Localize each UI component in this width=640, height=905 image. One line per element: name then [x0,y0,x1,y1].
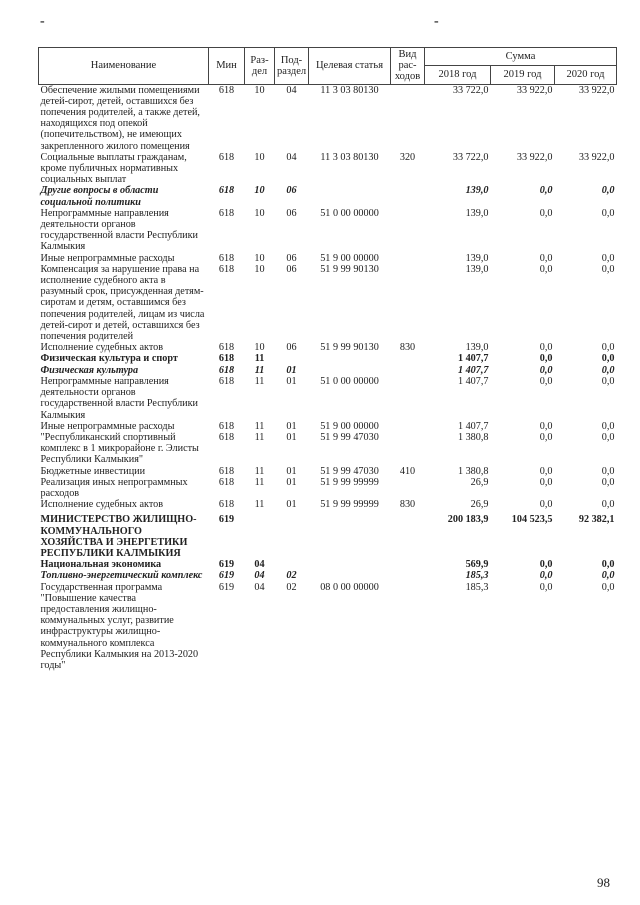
row-target-code: 11 3 03 80130 [320,151,379,163]
row-sum-2019: 0,0 [539,375,553,387]
row-name: Другие вопросы в области социальной политики [40,185,159,208]
budget-table [38,47,617,671]
row-razdel: 11 [254,499,265,511]
table-row [39,353,617,364]
col-sum-header: Сумма [425,48,617,66]
row-name: Иные непрограммные расходы [40,420,175,432]
row-podrazdel: 02 [286,570,297,582]
row-podrazdel: 04 [286,151,297,163]
row-min: 618 [218,353,235,365]
table-row [39,264,617,342]
row-target-code [309,185,391,207]
row-podrazdel [275,510,309,559]
row-vid: 830 [399,499,416,511]
row-podrazdel: 06 [286,263,297,275]
row-sum-2018: 200 183,9 [447,514,489,526]
table-row [39,185,617,207]
row-vid [391,208,425,253]
row-sum-2020: 33 922,0 [578,151,615,163]
row-name: Исполнение судебных актов [40,342,164,354]
col-2020-header: 2020 год [555,66,617,84]
row-name: Физическая культура и спорт [40,353,178,365]
row-sum-2020: 0,0 [601,431,615,443]
row-sum-2018: 1 407,7 [457,364,489,376]
row-vid [391,185,425,207]
row-target-code: 51 9 99 99999 [320,499,379,511]
row-sum-2020: 0,0 [601,581,615,593]
row-razdel: 10 [254,84,265,96]
row-vid [391,559,425,570]
col-target-header: Целевая статья [309,48,391,85]
row-min: 618 [218,375,235,387]
row-sum-2018: 139,0 [465,252,489,264]
row-target-code [309,570,391,581]
row-target-code: 51 9 99 47030 [320,465,379,477]
row-sum-2018: 33 722,0 [452,151,489,163]
table-row [39,376,617,421]
row-target-code: 51 9 00 00000 [320,420,379,432]
row-razdel: 11 [254,364,265,376]
row-vid: 320 [399,151,416,163]
row-sum-2019: 0,0 [539,581,553,593]
row-podrazdel: 04 [286,84,297,96]
row-min: 618 [218,465,235,477]
table-row [39,365,617,376]
row-target-code: 51 9 99 99999 [320,476,379,488]
row-name: Физическая культура [40,364,139,376]
row-vid [391,570,425,581]
row-target-code: 51 9 99 90130 [320,342,379,354]
table-row [39,421,617,432]
row-sum-2020: 0,0 [601,263,615,275]
row-min: 619 [218,559,235,571]
row-vid [391,582,425,672]
row-name: Непрограммные направления деятельности органов государственной власти Республики Калмыкия [40,207,199,253]
row-podrazdel: 01 [286,465,297,477]
row-sum-2018: 1 407,7 [457,420,489,432]
row-sum-2020: 0,0 [601,570,615,582]
row-name: МИНИСТЕРСТВО ЖИЛИЩНО-КОММУНАЛЬНОГО ХОЗЯЙСТВА И ЭНЕРГЕТИКИ РЕСПУБЛИКИ КАЛМЫКИЯ [40,514,197,559]
row-name: Исполнение судебных актов [40,499,164,511]
table-row [39,559,617,570]
row-razdel: 11 [254,476,265,488]
row-sum-2020: 0,0 [601,207,615,219]
scan-mark-left: - [40,14,45,29]
col-min-header: Мин [209,48,245,85]
row-sum-2020: 0,0 [601,559,615,571]
row-razdel: 10 [254,151,265,163]
row-sum-2019: 33 922,0 [516,84,553,96]
row-podrazdel [275,353,309,364]
row-name: Иные непрограммные расходы [40,252,175,264]
scan-mark-right: - [434,14,439,29]
row-razdel: 10 [254,207,265,219]
row-sum-2020: 0,0 [601,185,615,197]
row-name: "Республиканский спортивный комплекс в 1 микрорайоне г. Элисты Республики Калмыкия" [40,431,199,466]
row-target-code: 51 0 00 00000 [320,375,379,387]
col-razdel-header: Раз-дел [245,48,275,85]
row-name: Бюджетные инвестиции [40,465,146,477]
row-sum-2019: 0,0 [539,499,553,511]
row-sum-2020: 92 382,1 [578,514,615,526]
row-name: Социальные выплаты гражданам, кроме публичных нормативных социальных выплат [40,151,187,186]
row-razdel: 10 [254,342,265,354]
row-sum-2018: 33 722,0 [452,84,489,96]
row-min: 618 [218,263,235,275]
row-podrazdel: 01 [286,375,297,387]
row-podrazdel: 06 [286,252,297,264]
row-vid: 830 [399,342,416,354]
row-name: Топливно-энергетический комплекс [40,570,203,582]
row-sum-2020: 0,0 [601,420,615,432]
col-2018-header: 2018 год [425,66,491,84]
row-target-code [309,559,391,570]
row-min: 618 [218,499,235,511]
col-2019-header: 2019 год [491,66,555,84]
row-sum-2020: 0,0 [601,342,615,354]
row-sum-2019: 0,0 [539,263,553,275]
col-podrazdel-header: Под-раздел [275,48,309,85]
row-name: Национальная экономика [40,559,162,571]
row-razdel: 11 [254,465,265,477]
row-target-code [309,510,391,559]
table-row [39,84,617,152]
row-name: Непрограммные направления деятельности органов государственной власти Республики Калмыкия [40,375,199,421]
row-razdel: 10 [254,252,265,264]
table-row [39,477,617,499]
table-body [39,84,617,671]
row-podrazdel: 01 [286,476,297,488]
row-min: 619 [218,570,235,582]
row-podrazdel: 02 [286,581,297,593]
row-vid [391,353,425,364]
table-row [39,570,617,581]
row-sum-2019: 0,0 [539,465,553,477]
row-vid [391,264,425,342]
row-vid: 410 [399,465,416,477]
row-podrazdel: 06 [286,342,297,354]
row-min: 618 [218,207,235,219]
row-target-code: 11 3 03 80130 [320,84,379,96]
row-target-code: 08 0 00 00000 [320,581,379,593]
row-podrazdel: 01 [286,364,297,376]
row-sum-2018: 139,0 [465,207,489,219]
row-sum-2019: 0,0 [539,185,553,197]
row-min: 618 [218,84,235,96]
row-sum-2019: 0,0 [539,364,553,376]
row-sum-2018: 139,0 [465,185,489,197]
row-podrazdel: 06 [286,207,297,219]
row-min: 618 [218,431,235,443]
row-min: 618 [218,420,235,432]
row-razdel: 11 [254,431,265,443]
row-min: 618 [218,364,235,376]
table-row [39,342,617,353]
row-razdel: 10 [254,263,265,275]
row-razdel [245,510,275,559]
row-razdel: 04 [254,559,265,571]
row-sum-2019: 0,0 [539,342,553,354]
col-name-header: Наименование [39,48,209,85]
row-sum-2018: 185,3 [465,570,489,582]
row-min: 619 [218,514,235,526]
row-target-code: 51 9 99 47030 [320,431,379,443]
row-sum-2020: 33 922,0 [578,84,615,96]
row-sum-2018: 1 407,7 [457,375,489,387]
row-target-code: 51 0 00 00000 [320,207,379,219]
row-sum-2019: 0,0 [539,420,553,432]
row-target-code: 51 9 00 00000 [320,252,379,264]
row-sum-2020: 0,0 [601,375,615,387]
row-vid [391,376,425,421]
row-vid [391,84,425,152]
row-sum-2018: 185,3 [465,581,489,593]
row-sum-2018: 139,0 [465,342,489,354]
row-razdel: 11 [254,353,265,365]
row-target-code [309,353,391,364]
row-vid [391,253,425,264]
row-sum-2020: 0,0 [601,364,615,376]
row-target-code: 51 9 99 90130 [320,263,379,275]
row-vid [391,365,425,376]
table-row [39,510,617,559]
row-sum-2018: 569,9 [465,559,489,571]
row-sum-2019: 33 922,0 [516,151,553,163]
row-podrazdel: 01 [286,431,297,443]
header-row-top [39,48,617,66]
row-razdel: 04 [254,570,265,582]
row-min: 618 [218,151,235,163]
row-target-code [309,365,391,376]
row-sum-2019: 0,0 [539,353,553,365]
row-vid [391,421,425,432]
row-sum-2018: 139,0 [465,263,489,275]
table-row [39,253,617,264]
row-sum-2019: 0,0 [539,476,553,488]
row-podrazdel: 06 [286,185,297,197]
table-row [39,152,617,186]
row-min: 618 [218,476,235,488]
row-sum-2019: 0,0 [539,431,553,443]
row-podrazdel: 01 [286,499,297,511]
table-row [39,432,617,466]
row-vid [391,477,425,499]
row-sum-2020: 0,0 [601,465,615,477]
row-min: 618 [218,342,235,354]
row-name: Государственная программа "Повышение качества предоставления жилищно-коммунальных услуг, развитие инфраструктуры жилищно-коммунального комплекса Республики Калмыкия на 2013-2020 годы" [40,581,199,671]
row-sum-2020: 0,0 [601,499,615,511]
row-razdel: 11 [254,420,265,432]
row-min: 618 [218,252,235,264]
row-sum-2019: 0,0 [539,570,553,582]
page-number: 98 [597,875,610,890]
row-name: Обеспечение жилыми помещениями детей-сирот, детей, оставшихся без попечения родителей, а также детей, находящихся под опекой (попечительством), не имеющих закрепленного жилого помещения [40,84,200,152]
row-podrazdel [275,559,309,570]
row-sum-2019: 0,0 [539,207,553,219]
row-min: 619 [218,581,235,593]
row-name: Компенсация за нарушение права на исполнение судебного акта в разумный срок, присужденная детям-сиротам и детям, оставшимся без попечения родителей, лицам из числа детей-сирот и детей, оставшихся без попечения родителей [40,263,205,343]
row-podrazdel: 01 [286,420,297,432]
row-razdel: 04 [254,581,265,593]
row-razdel: 10 [254,185,265,197]
row-sum-2018: 1 380,8 [457,465,489,477]
row-sum-2019: 104 523,5 [511,514,553,526]
row-vid [391,510,425,559]
col-vid-header: Вид рас-ходов [391,48,425,85]
row-sum-2019: 0,0 [539,252,553,264]
row-sum-2018: 1 407,7 [457,353,489,365]
row-sum-2020: 0,0 [601,476,615,488]
row-name: Реализация иных непрограммных расходов [40,476,188,499]
row-sum-2018: 26,9 [470,476,489,488]
table-row [39,582,617,672]
table-row [39,208,617,253]
row-min: 618 [218,185,235,197]
table-row [39,499,617,510]
row-sum-2019: 0,0 [539,559,553,571]
row-sum-2020: 0,0 [601,252,615,264]
row-razdel: 11 [254,375,265,387]
row-sum-2018: 1 380,8 [457,431,489,443]
row-vid [391,432,425,466]
table-row [39,466,617,477]
row-sum-2018: 26,9 [470,499,489,511]
row-sum-2020: 0,0 [601,353,615,365]
